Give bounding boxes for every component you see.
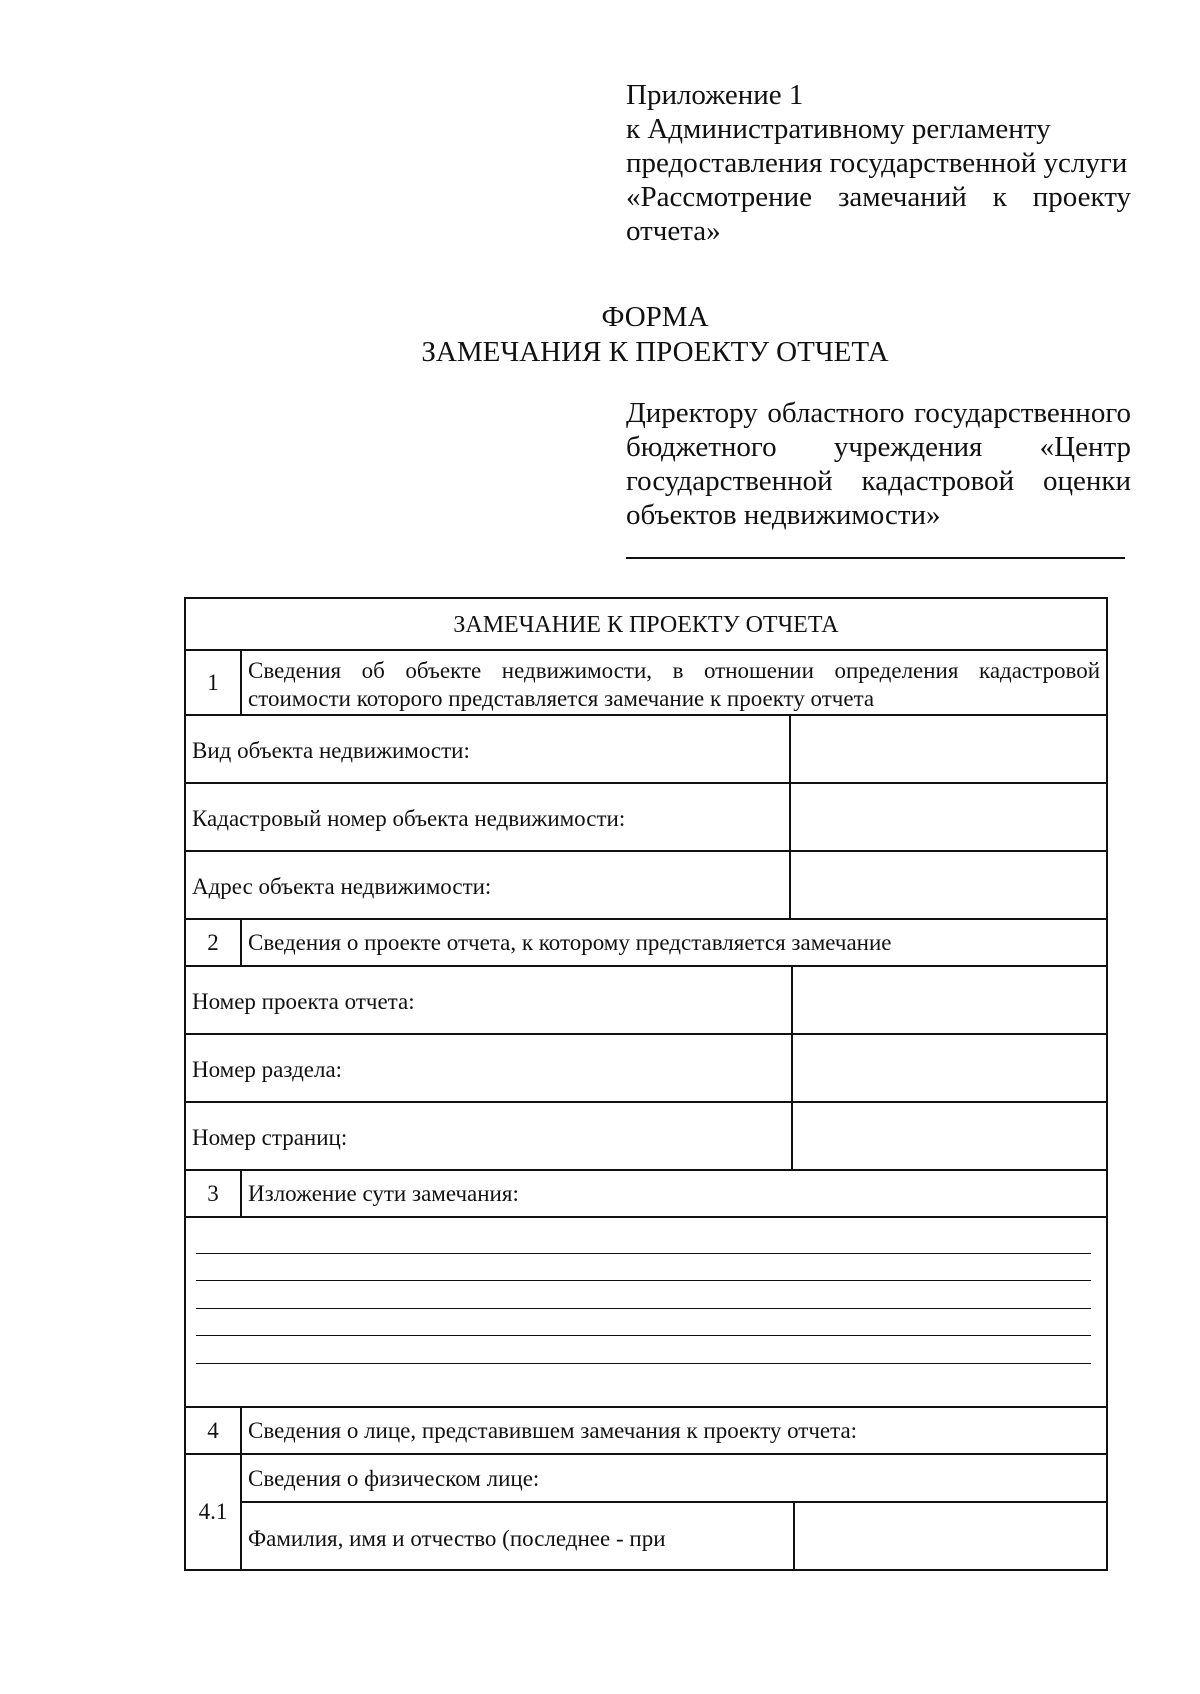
page-numbers-input[interactable] bbox=[791, 1103, 1106, 1169]
field-row bbox=[184, 852, 1108, 920]
writing-line bbox=[196, 1335, 1091, 1336]
section-1-row bbox=[184, 651, 1108, 716]
field-label: Номер проекта отчета: bbox=[192, 989, 415, 1014]
full-name-row bbox=[240, 1503, 1106, 1569]
section-4-title: Сведения о лице, представившем замечания к проекту отчета: bbox=[248, 1418, 858, 1443]
appendix-line: Приложение 1 bbox=[626, 79, 804, 111]
field-label: Вид объекта недвижимости: bbox=[192, 738, 470, 763]
section-1-title-line: Сведения об объекте недвижимости, в отношении определения кадастровой bbox=[248, 658, 1100, 683]
remark-text-area[interactable] bbox=[184, 1218, 1108, 1408]
appendix-line: предоставления государственной услуги bbox=[626, 147, 1128, 179]
section-number-input[interactable] bbox=[791, 1035, 1106, 1101]
section-number: 4.1 bbox=[186, 1455, 242, 1569]
appendix-line: «Рассмотрение замечаний к проекту bbox=[626, 181, 1131, 213]
section-3-row bbox=[184, 1171, 1108, 1218]
signature-line[interactable] bbox=[626, 557, 1125, 559]
individual-subheader bbox=[240, 1455, 1106, 1503]
table-header bbox=[184, 597, 1108, 651]
form-subtitle: ЗАМЕЧАНИЯ К ПРОЕКТУ ОТЧЕТА bbox=[421, 336, 889, 368]
writing-line bbox=[196, 1308, 1091, 1309]
writing-line bbox=[196, 1280, 1091, 1281]
section-number: 2 bbox=[186, 920, 242, 965]
individual-subtitle: Сведения о физическом лице: bbox=[248, 1466, 540, 1491]
section-4-1-row bbox=[184, 1455, 1108, 1571]
addressee-line: объектов недвижимости» bbox=[626, 499, 941, 531]
table-header-text: ЗАМЕЧАНИЕ К ПРОЕКТУ ОТЧЕТА bbox=[453, 612, 839, 638]
addressee-line: Директору областного государственного bbox=[626, 397, 1131, 429]
section-3-title: Изложение сути замечания: bbox=[248, 1181, 519, 1206]
section-1-title-line: стоимости которого представляется замечание к проекту отчета bbox=[248, 686, 875, 711]
section-2-row bbox=[184, 920, 1108, 967]
section-1-title bbox=[248, 657, 1100, 713]
addressee-line: государственной кадастровой оценки bbox=[626, 465, 1131, 497]
writing-line bbox=[196, 1253, 1091, 1254]
field-label: Номер страниц: bbox=[192, 1125, 348, 1150]
property-type-input[interactable] bbox=[789, 716, 1106, 782]
field-label: Номер раздела: bbox=[192, 1057, 343, 1082]
field-row bbox=[184, 784, 1108, 852]
field-row bbox=[184, 1035, 1108, 1103]
property-address-input[interactable] bbox=[789, 852, 1106, 918]
full-name-input[interactable] bbox=[793, 1503, 1106, 1569]
field-label: Кадастровый номер объекта недвижимости: bbox=[192, 806, 626, 831]
form-title: ФОРМА bbox=[601, 301, 709, 333]
field-row bbox=[184, 716, 1108, 784]
writing-line bbox=[196, 1363, 1091, 1364]
field-row bbox=[184, 967, 1108, 1035]
full-name-label: Фамилия, имя и отчество (последнее - при bbox=[248, 1526, 666, 1551]
section-number: 1 bbox=[186, 651, 242, 714]
section-number: 3 bbox=[186, 1171, 242, 1216]
section-2-title: Сведения о проекте отчета, к которому представляется замечание bbox=[248, 930, 892, 955]
field-label: Адрес объекта недвижимости: bbox=[192, 874, 492, 899]
section-number: 4 bbox=[186, 1408, 242, 1453]
appendix-block bbox=[626, 78, 1131, 248]
section-4-row bbox=[184, 1408, 1108, 1455]
report-number-input[interactable] bbox=[791, 967, 1106, 1033]
addressee-block bbox=[626, 396, 1131, 532]
cadastral-number-input[interactable] bbox=[789, 784, 1106, 850]
field-row bbox=[184, 1103, 1108, 1171]
remark-form-table bbox=[184, 597, 1108, 1571]
appendix-line: к Административному регламенту bbox=[626, 113, 1051, 145]
appendix-line: отчета» bbox=[626, 215, 721, 247]
addressee-line: бюджетного учреждения «Центр bbox=[626, 431, 1131, 463]
